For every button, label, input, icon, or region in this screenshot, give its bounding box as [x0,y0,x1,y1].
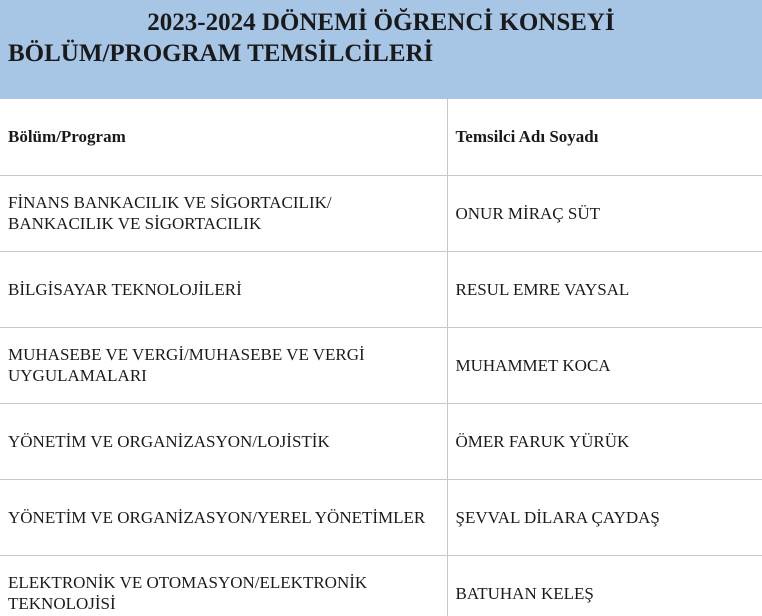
page-subtitle: BÖLÜM/PROGRAM TEMSİLCİLERİ [8,40,434,67]
table-row [0,251,762,327]
representative-cell: MUHAMMET KOCA [447,327,762,403]
table-row [0,555,762,616]
title-banner [0,0,762,99]
column-header-representative: Temsilci Adı Soyadı [447,99,762,175]
table-row [0,327,762,403]
page-title: 2023-2024 DÖNEMİ ÖĞRENCİ KONSEYİ [147,9,615,36]
representative-cell: BATUHAN KELEŞ [447,555,762,616]
program-cell: YÖNETİM VE ORGANİZASYON/YEREL YÖNETİMLER [0,479,447,555]
table-row [0,479,762,555]
program-cell: ELEKTRONİK VE OTOMASYON/ELEKTRONİK TEKNOLOJİSİ [0,555,447,616]
program-cell: MUHASEBE VE VERGİ/MUHASEBE VE VERGİ UYGULAMALARI [0,327,447,403]
representative-cell: ONUR MİRAÇ SÜT [447,175,762,251]
table-header-row [0,99,762,175]
column-header-program: Bölüm/Program [8,127,126,147]
table-row [0,403,762,479]
representative-cell: ŞEVVAL DİLARA ÇAYDAŞ [447,479,762,555]
program-cell: YÖNETİM VE ORGANİZASYON/LOJİSTİK [0,403,447,479]
program-cell: BİLGİSAYAR TEKNOLOJİLERİ [0,251,447,327]
table-row [0,175,762,251]
program-cell: FİNANS BANKACILIK VE SİGORTACILIK/ BANKACILIK VE SİGORTACILIK [0,175,447,251]
representatives-table [0,99,762,616]
representative-cell: ÖMER FARUK YÜRÜK [447,403,762,479]
representative-cell: RESUL EMRE VAYSAL [447,251,762,327]
